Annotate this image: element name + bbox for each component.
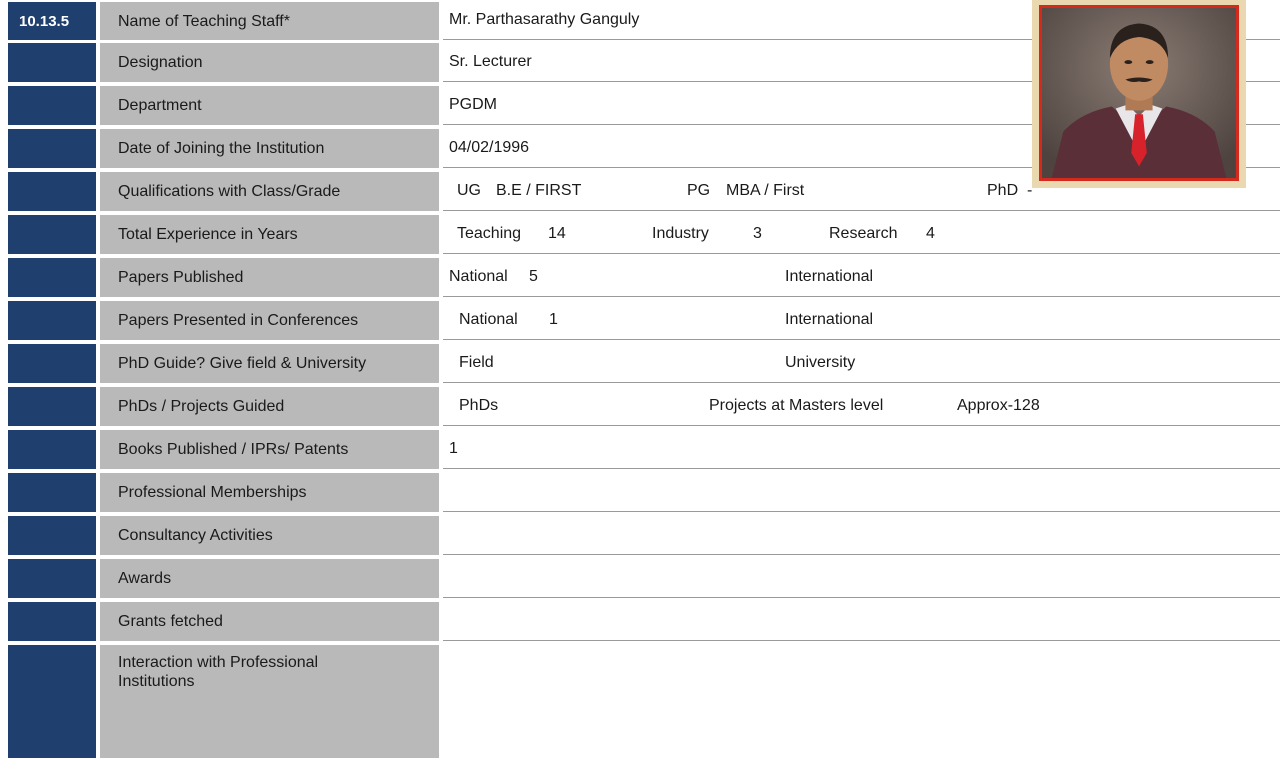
row-guided — [0, 387, 1280, 426]
label-name: Name of Teaching Staff* — [100, 2, 439, 40]
projects-value: Approx-128 — [957, 397, 1040, 414]
row-consultancy — [0, 516, 1280, 555]
label-experience: Total Experience in Years — [100, 215, 439, 254]
industry-value: 3 — [753, 225, 762, 242]
industry-label: Industry — [652, 225, 709, 242]
value-cell-books — [443, 430, 1280, 469]
label-awards: Awards — [100, 559, 439, 598]
label-date-of-joining: Date of Joining the Institution — [100, 129, 439, 168]
row-marker — [8, 301, 96, 340]
value-cell-phd-guide — [443, 344, 1280, 383]
label-department: Department — [100, 86, 439, 125]
value-designation: Sr. Lecturer — [449, 53, 532, 70]
staff-photo — [1039, 5, 1239, 181]
value-date-of-joining: 04/02/1996 — [449, 139, 530, 156]
row-books — [0, 430, 1280, 469]
projects-label: Projects at Masters level — [709, 397, 884, 414]
row-marker — [8, 602, 96, 641]
label-consultancy: Consultancy Activities — [100, 516, 439, 555]
value-cell-guided — [443, 387, 1280, 426]
label-papers-published: Papers Published — [100, 258, 439, 297]
value-cell-memberships — [443, 473, 1280, 512]
row-marker — [8, 516, 96, 555]
research-value: 4 — [926, 225, 935, 242]
value-name: Mr. Parthasarathy Ganguly — [449, 11, 640, 28]
row-interaction — [0, 645, 1280, 758]
label-designation: Designation — [100, 43, 439, 82]
row-marker — [8, 430, 96, 469]
label-qualifications: Qualifications with Class/Grade — [100, 172, 439, 211]
row-marker — [8, 387, 96, 426]
pg-label: PG — [687, 182, 711, 199]
value-cell-papers-published — [443, 258, 1280, 297]
row-marker — [8, 645, 96, 758]
university-label: University — [785, 354, 856, 371]
teaching-value: 14 — [548, 225, 566, 242]
row-papers-presented — [0, 301, 1280, 340]
value-cell-papers-presented — [443, 301, 1280, 340]
value-cell-awards — [443, 559, 1280, 598]
row-marker — [8, 559, 96, 598]
value-cell-consultancy — [443, 516, 1280, 555]
international-label: International — [785, 268, 874, 285]
ug-value: B.E / FIRST — [496, 182, 582, 199]
row-marker — [8, 86, 96, 125]
staff-photo-frame — [1032, 0, 1246, 188]
label-interaction-text: Interaction with Professional Institutions — [118, 654, 319, 690]
international-label: International — [785, 311, 874, 328]
label-phd-guide: PhD Guide? Give field & University — [100, 344, 439, 383]
row-marker — [8, 43, 96, 82]
national-value: 1 — [549, 311, 558, 328]
row-marker — [8, 172, 96, 211]
label-papers-presented: Papers Presented in Conferences — [100, 301, 439, 340]
ug-label: UG — [457, 182, 481, 199]
label-guided: PhDs / Projects Guided — [100, 387, 439, 426]
section-number: 10.13.5 — [8, 2, 96, 40]
staff-portrait-image — [1042, 8, 1236, 178]
row-experience — [0, 215, 1280, 254]
teaching-label: Teaching — [457, 225, 522, 242]
phd-label: PhD — [987, 182, 1019, 199]
label-interaction — [100, 645, 439, 758]
row-awards — [0, 559, 1280, 598]
row-marker — [8, 129, 96, 168]
row-marker — [8, 258, 96, 297]
field-label: Field — [459, 354, 494, 371]
phd-value: - — [1027, 182, 1033, 199]
row-marker — [8, 344, 96, 383]
phds-label: PhDs — [459, 397, 499, 414]
national-value: 5 — [529, 268, 538, 285]
row-phd-guide — [0, 344, 1280, 383]
row-memberships — [0, 473, 1280, 512]
value-department: PGDM — [449, 96, 497, 113]
research-label: Research — [829, 225, 898, 242]
row-papers-published — [0, 258, 1280, 297]
row-grants — [0, 602, 1280, 641]
value-books: 1 — [449, 440, 458, 457]
label-memberships: Professional Memberships — [100, 473, 439, 512]
pg-value: MBA / First — [726, 182, 805, 199]
label-grants: Grants fetched — [100, 602, 439, 641]
label-books: Books Published / IPRs/ Patents — [100, 430, 439, 469]
row-marker — [8, 473, 96, 512]
row-marker — [8, 215, 96, 254]
national-label: National — [449, 268, 508, 285]
value-cell-experience — [443, 215, 1280, 254]
national-label: National — [459, 311, 518, 328]
value-cell-grants — [443, 602, 1280, 641]
